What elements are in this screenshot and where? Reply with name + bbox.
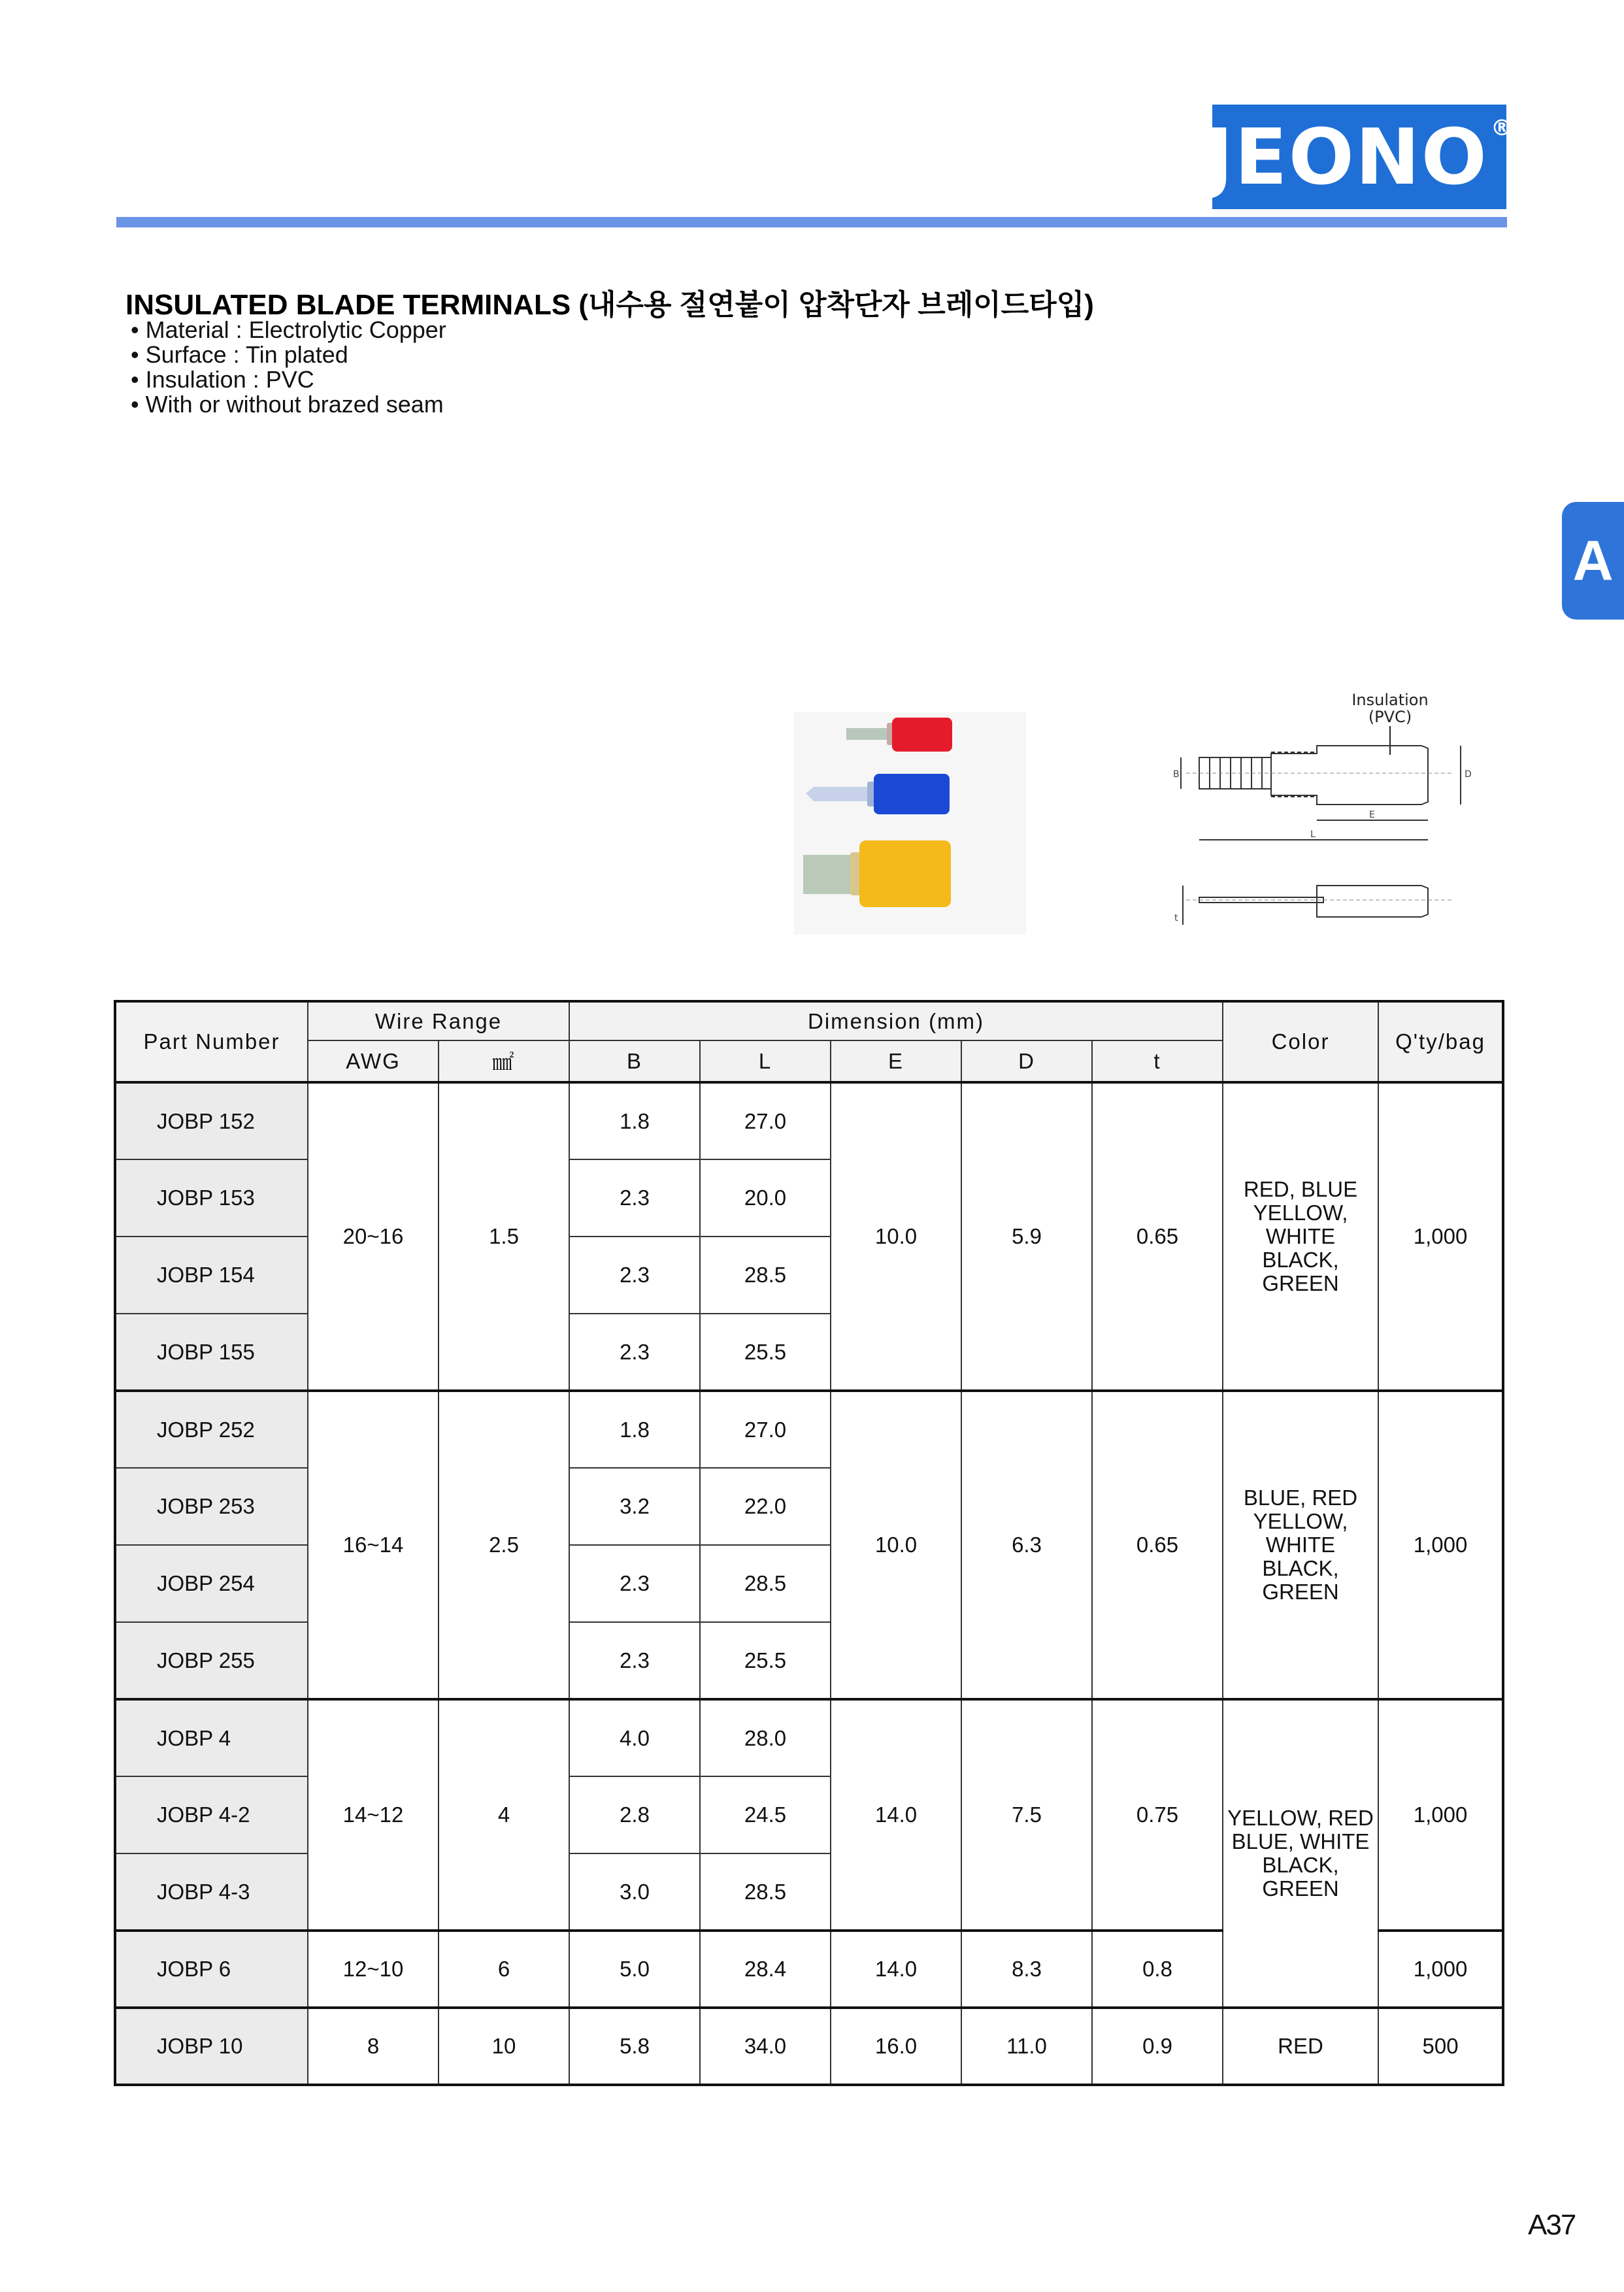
part-number: JOBP 153 [115,1159,308,1237]
color-value: RED [1223,2008,1378,2085]
qty-value: 1,000 [1378,1931,1503,2008]
t-value: 0.9 [1092,2008,1223,2085]
e-value: 14.0 [831,1931,961,2008]
awg-value: 8 [308,2008,439,2085]
header-wire-range: Wire Range [308,1001,569,1040]
b-value: 2.3 [569,1622,700,1699]
bullet-material: • Material : Electrolytic Copper [131,318,446,342]
dim-b-label: B [1173,769,1180,780]
header-d: D [961,1040,1092,1082]
l-value: 34.0 [700,2008,831,2085]
header-color: Color [1223,1001,1378,1082]
product-title: INSULATED BLADE TERMINALS (내수용 절연붙이 압착단자 브레이드타입) [125,289,1094,321]
mm2-value: 2.5 [439,1391,569,1699]
color-value [1223,1082,1378,1391]
l-value: 28.5 [700,1545,831,1622]
qty-value: 500 [1378,2008,1503,2085]
part-number: JOBP 6 [115,1931,308,2008]
dim-e-label: E [1369,810,1375,820]
b-value: 1.8 [569,1391,700,1468]
header-e: E [831,1040,961,1082]
part-number: JOBP 155 [115,1314,308,1391]
part-number: JOBP 10 [115,2008,308,2085]
spec-bullets [131,318,446,417]
bullet-surface: • Surface : Tin plated [131,342,446,367]
part-number: JOBP 255 [115,1622,308,1699]
d-value: 11.0 [961,2008,1092,2085]
table-row [115,2008,1503,2085]
dim-t-label: t [1174,913,1178,923]
part-number: JOBP 253 [115,1468,308,1545]
b-value: 5.0 [569,1931,700,2008]
insulation-callout: Insulation [1351,691,1429,709]
brand-logo [1204,105,1514,209]
l-value: 28.5 [700,1237,831,1314]
mm2-value: 6 [439,1931,569,2008]
pvc-callout: (PVC) [1368,708,1412,726]
b-value: 5.8 [569,2008,700,2085]
product-photo [794,712,1026,935]
e-value: 14.0 [831,1699,961,1931]
part-number: JOBP 154 [115,1237,308,1314]
mm2-value: 10 [439,2008,569,2085]
b-value: 2.3 [569,1237,700,1314]
part-number: JOBP 152 [115,1082,308,1159]
header-t: t [1092,1040,1223,1082]
color-value [1223,1699,1378,2008]
header-l: L [700,1040,831,1082]
e-value: 10.0 [831,1391,961,1699]
dim-d-label: D [1465,769,1472,780]
blade-3 [803,855,854,894]
sleeve-red [892,718,952,752]
sleeve-yellow [859,840,951,907]
table-row [115,1082,1503,1159]
l-value: 27.0 [700,1391,831,1468]
part-number: JOBP 254 [115,1545,308,1622]
color-line: BLACK, GREEN [1262,1556,1339,1604]
part-number: JOBP 252 [115,1391,308,1468]
l-value: 24.5 [700,1776,831,1853]
table-row [115,1391,1503,1468]
header-b: B [569,1040,700,1082]
mm2-value: 4 [439,1699,569,1931]
sleeve-blue [874,774,950,814]
t-value: 0.65 [1092,1082,1223,1391]
qty-value: 1,000 [1378,1391,1503,1699]
t-value: 0.65 [1092,1391,1223,1699]
mm2-value: 1.5 [439,1082,569,1391]
spec-table [114,1000,1504,2086]
color-line: YELLOW, WHITE [1253,1509,1348,1557]
e-value: 16.0 [831,2008,961,2085]
dimension-drawing [1147,689,1487,951]
brand-name: JEONO [1204,112,1488,202]
b-value: 4.0 [569,1699,700,1776]
qty-value: 1,000 [1378,1082,1503,1391]
b-value: 1.8 [569,1082,700,1159]
color-line: BLACK, GREEN [1262,1248,1339,1295]
part-number: JOBP 4-2 [115,1776,308,1853]
color-line: RED, BLUE [1243,1177,1358,1201]
t-value: 0.75 [1092,1699,1223,1931]
header-dimension: Dimension (mm) [569,1001,1223,1040]
awg-value: 16~14 [308,1391,439,1699]
awg-value: 12~10 [308,1931,439,2008]
color-line: BLUE, WHITE [1231,1829,1370,1853]
bullet-insulation: • Insulation : PVC [131,367,446,392]
l-value: 28.5 [700,1853,831,1931]
blade-1 [846,728,892,740]
b-value: 2.3 [569,1545,700,1622]
part-number: JOBP 4-3 [115,1853,308,1931]
dim-l-label: L [1310,829,1316,840]
b-value: 3.0 [569,1853,700,1931]
l-value: 28.0 [700,1699,831,1776]
b-value: 3.2 [569,1468,700,1545]
l-value: 28.4 [700,1931,831,2008]
header-part-number: Part Number [115,1001,308,1082]
d-value: 6.3 [961,1391,1092,1699]
awg-value: 14~12 [308,1699,439,1931]
color-value [1223,1391,1378,1699]
blade-2 [806,787,871,801]
l-value: 22.0 [700,1468,831,1545]
header-qty: Q'ty/bag [1378,1001,1503,1082]
l-value: 25.5 [700,1622,831,1699]
d-value: 8.3 [961,1931,1092,2008]
registered-mark: ® [1490,115,1514,141]
l-value: 20.0 [700,1159,831,1237]
e-value: 10.0 [831,1082,961,1391]
color-line: YELLOW, RED [1227,1806,1374,1830]
l-value: 27.0 [700,1082,831,1159]
qty-value: 1,000 [1378,1699,1503,1931]
table-row [115,1699,1503,1776]
page-number: A37 [1528,2209,1576,2241]
header-mm2: ㎟ [439,1040,569,1082]
header-awg: AWG [308,1040,439,1082]
header-rule [116,217,1507,227]
b-value: 2.8 [569,1776,700,1853]
section-tab[interactable]: A [1562,502,1624,620]
l-value: 25.5 [700,1314,831,1391]
awg-value: 20~16 [308,1082,439,1391]
d-value: 7.5 [961,1699,1092,1931]
part-number: JOBP 4 [115,1699,308,1776]
b-value: 2.3 [569,1159,700,1237]
color-line: BLUE, RED [1243,1486,1358,1510]
d-value: 5.9 [961,1082,1092,1391]
color-line: BLACK, GREEN [1262,1853,1339,1901]
color-line: YELLOW, WHITE [1253,1201,1348,1248]
bullet-seam: • With or without brazed seam [131,392,446,417]
t-value: 0.8 [1092,1931,1223,2008]
b-value: 2.3 [569,1314,700,1391]
